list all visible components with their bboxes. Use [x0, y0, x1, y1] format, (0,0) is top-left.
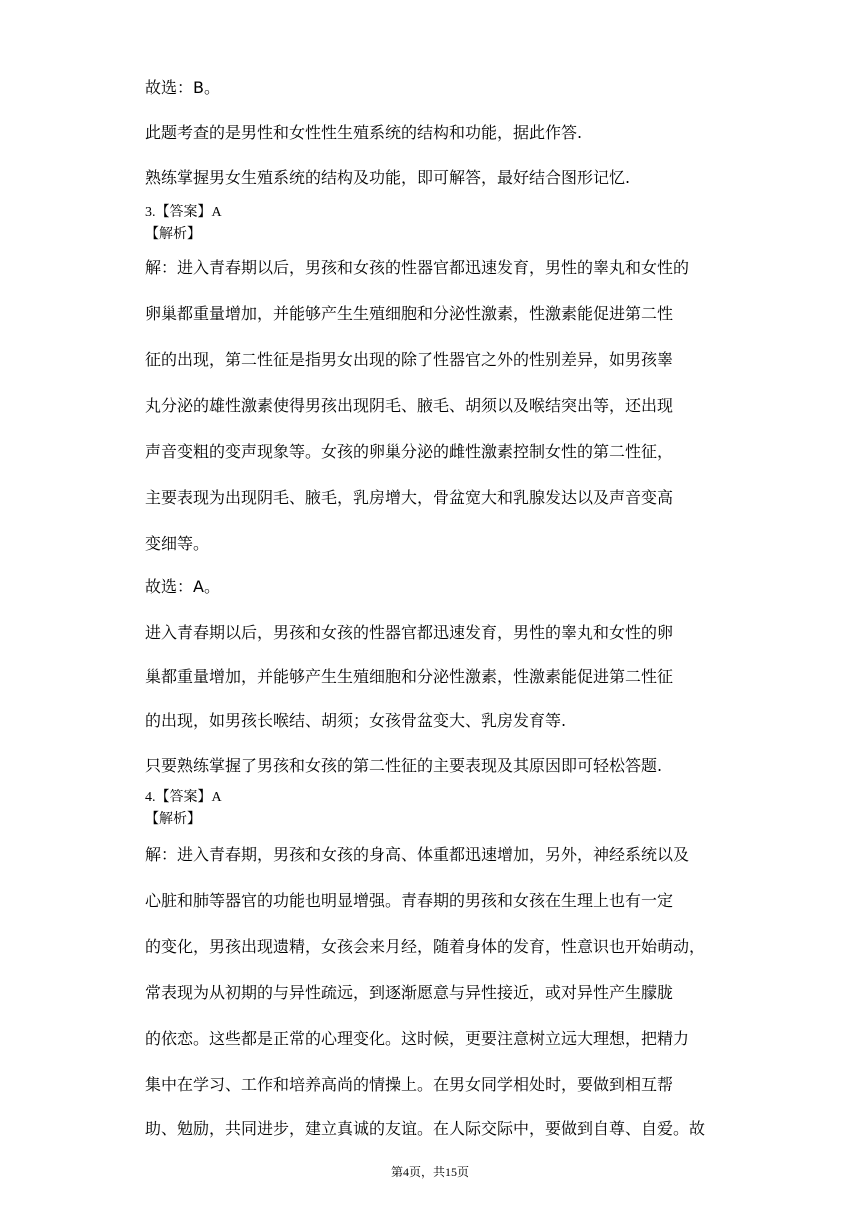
paragraph-line: 丸分泌的雄性激素使得男孩出现阴毛、腋毛、胡须以及喉结突出等，还出现 — [145, 396, 674, 415]
paragraph-line: 熟练掌握男女生殖系统的结构及功能，即可解答，最好结合图形记忆. — [145, 168, 631, 187]
paragraph-line: 声音变粗的变声现象等。女孩的卵巢分泌的雌性激素控制女性的第二性征， — [145, 442, 674, 461]
paragraph-line: 征的出现，第二性征是指男女出现的除了性器官之外的性别差异，如男孩睾 — [145, 350, 674, 369]
page-number-footer: 第4页，共15页 — [390, 1165, 469, 1179]
paragraph-line: 卵巢都重量增加，并能够产生生殖细胞和分泌性激素，性激素能促进第二性 — [145, 304, 674, 323]
paragraph-line: 此题考查的是男性和女性性生殖系统的结构和功能，据此作答. — [145, 123, 583, 142]
paragraph-line: 助、勉励，共同进步，建立真诚的友谊。在人际交际中，要做到自尊、自爱。故 — [145, 1119, 706, 1138]
paragraph-line: 只要熟练掌握了男孩和女孩的第二性征的主要表现及其原因即可轻松答题. — [145, 756, 663, 775]
analysis-heading: 【解析】 — [145, 812, 201, 827]
paragraph-line: 的出现，如男孩长喉结、胡须；女孩骨盆变大、乳房发育等. — [145, 711, 567, 730]
paragraph-line: 集中在学习、工作和培养高尚的情操上。在男女同学相处时，要做到相互帮 — [145, 1075, 674, 1094]
question-answer-heading: 3.【答案】A — [145, 205, 222, 220]
paragraph-line: 解：进入青春期，男孩和女孩的身高、体重都迅速增加，另外，神经系统以及 — [145, 845, 690, 864]
paragraph-line: 变细等。 — [145, 534, 210, 553]
paragraph-line: 心脏和肺等器官的功能也明显增强。青春期的男孩和女孩在生理上也有一定 — [145, 891, 674, 910]
paragraph-line: 常表现为从初期的与异性疏远，到逐渐愿意与异性接近，或对异性产生朦胧 — [145, 983, 674, 1002]
analysis-heading: 【解析】 — [145, 227, 201, 242]
paragraph-line: 的依恋。这些都是正常的心理变化。这时候，更要注意树立远大理想，把精力 — [145, 1029, 690, 1048]
paragraph-line: 主要表现为出现阴毛、腋毛，乳房增大，骨盆宽大和乳腺发达以及声音变高 — [145, 488, 674, 507]
paragraph-line: 巢都重量增加，并能够产生生殖细胞和分泌性激素，性激素能促进第二性征 — [145, 667, 674, 686]
paragraph-line: 的变化，男孩出现遗精，女孩会来月经，随着身体的发育，性意识也开始萌动， — [145, 937, 706, 956]
question-answer-heading: 4.【答案】A — [145, 790, 222, 805]
answer-line: 故选：B。 — [145, 78, 220, 97]
paragraph-line: 进入青春期以后，男孩和女孩的性器官都迅速发育，男性的睾丸和女性的卵 — [145, 623, 674, 642]
answer-line: 故选：A。 — [145, 577, 220, 596]
paragraph-line: 解：进入青春期以后，男孩和女孩的性器官都迅速发育，男性的睾丸和女性的 — [145, 258, 690, 277]
